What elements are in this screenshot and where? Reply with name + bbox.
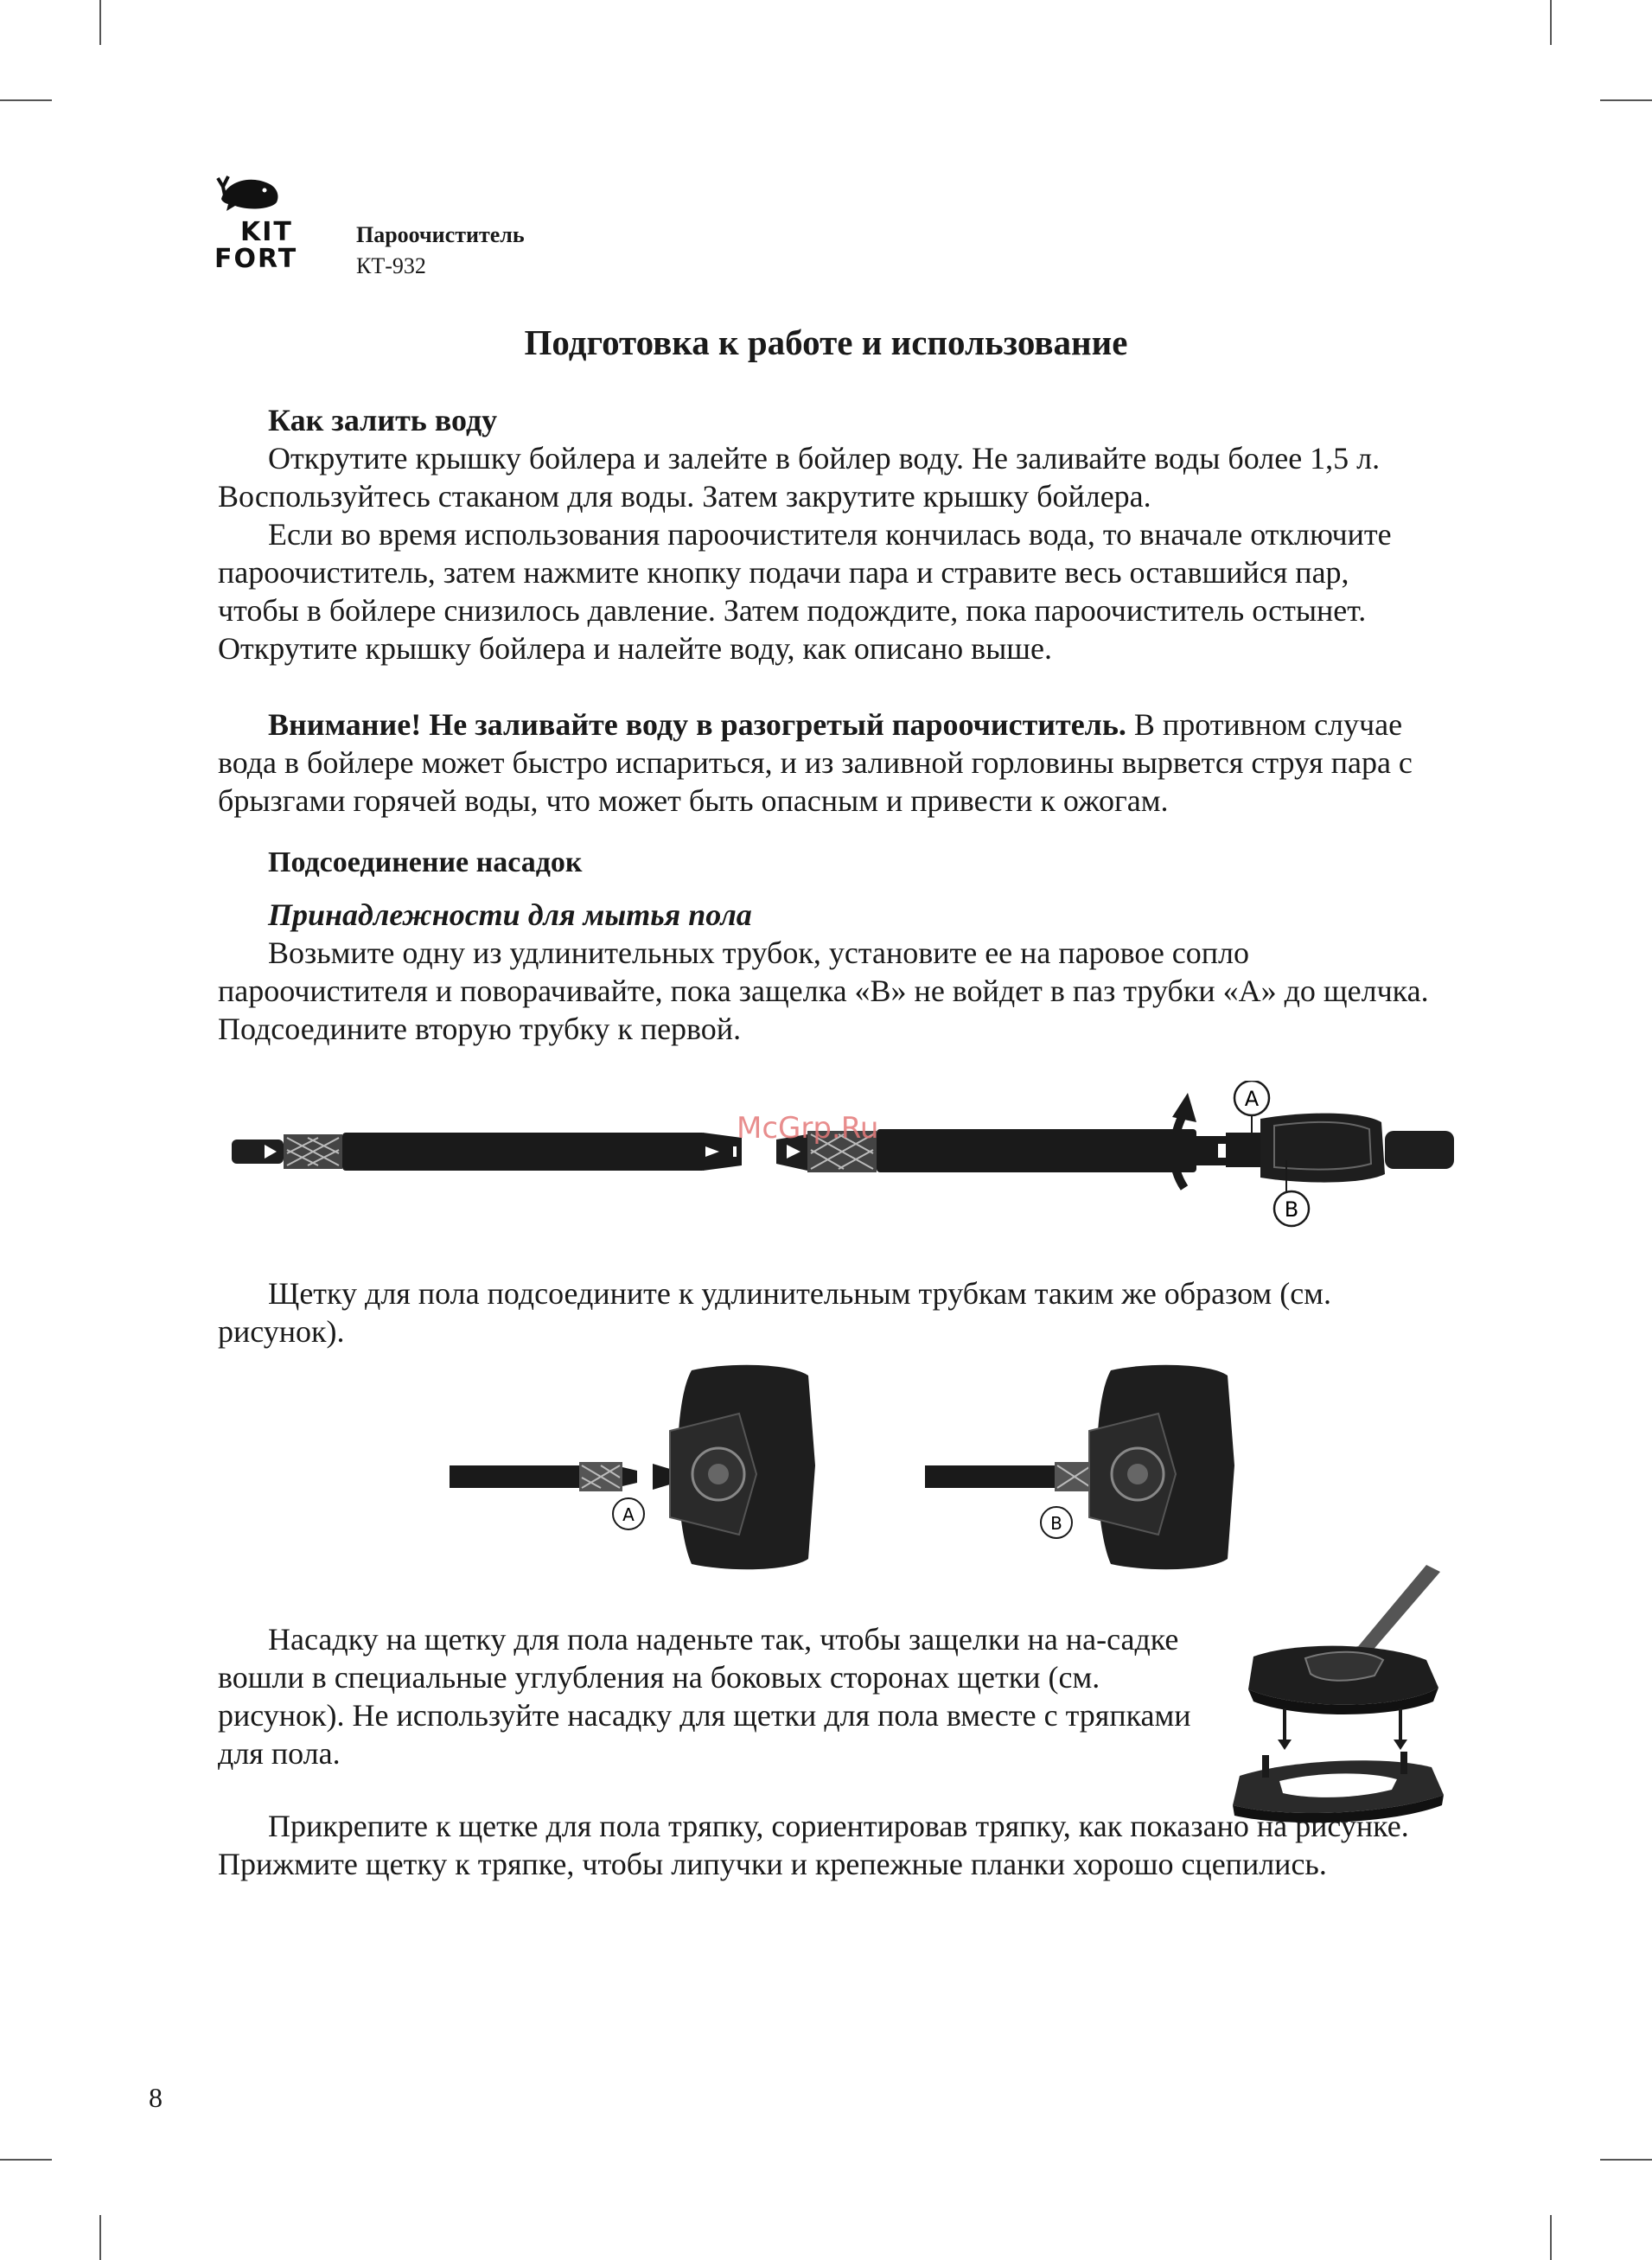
crop-mark: [0, 99, 52, 101]
paragraph: Если во время использования пароочистителя кончилась вода, то вначале отключите пароочиститель, затем нажмите кнопку подачи пара и стравите весь оставшийся пар, чтобы в бойлере снизилось давление. Затем подождите, пока пароочиститель остынет. Открутите крышку бойлера и налейте воду, как описано выше.: [218, 517, 1392, 666]
watermark: McGrp.Ru: [737, 1111, 879, 1146]
model-number: КТ-932: [356, 253, 426, 278]
brand-logo: [214, 169, 327, 272]
crop-mark: [1600, 2159, 1652, 2161]
paragraph: Насадку на щетку для пола наденьте так, чтобы защелки на на-садке вошли в специальные углубления на боковых сторонах щетки (см. рисунок). Не используйте насадку для щетки для пола вместе с тряпками для пола.: [218, 1622, 1191, 1771]
heading-water: Как залить воду: [268, 403, 498, 437]
warning-label: Внимание! Не заливайте воду в разогретый пароочиститель.: [268, 707, 1126, 742]
whale-icon: [214, 169, 284, 214]
warning-text: В противном случае вода в бойлере может быстро испариться, и из заливной горловины вырвется струя пара с брызгами горячей воды, что может быть опасным и привести к ожогам.: [218, 707, 1413, 818]
crop-mark: [0, 2159, 52, 2161]
crop-mark: [1600, 99, 1652, 101]
crop-mark: [1550, 0, 1552, 45]
floor-brush: [1248, 1565, 1440, 1714]
label-a: A: [622, 1504, 635, 1525]
label-a: A: [1244, 1087, 1260, 1111]
brush-pad-figure: [1228, 1563, 1452, 1840]
brush-connection-figure: [445, 1353, 1249, 1586]
page-title: Подготовка к работе и использование: [524, 322, 1128, 362]
logo-line-2: FORT: [214, 244, 298, 274]
paragraph: Открутите крышку бойлера и залейте в бойлер воду. Не заливайте воды более 1,5 л. Воспользуйтесь стаканом для воды. Затем закрутите крышку бойлера.: [218, 441, 1381, 514]
label-b: B: [1284, 1197, 1299, 1222]
brush-connection-a: [450, 1365, 815, 1570]
paragraph: Прикрепите к щетке для пола тряпку, сориентировав тряпку, как показано на рисунке. Прижмите щетку к тряпке, чтобы липучки и крепежные планки хорошо сцепились.: [218, 1809, 1409, 1881]
steam-nozzle-handle: [1226, 1114, 1454, 1183]
paragraph: Возьмите одну из удлинительных трубок, установите ее на паровое сопло пароочистителя и поворачивайте, пока защелка «В» не войдет в паз трубки «А» до щелчка. Подсоедините вторую трубку к первой.: [218, 935, 1429, 1046]
tube-connection-figure: [223, 1081, 1468, 1245]
page-number: 8: [149, 2082, 163, 2113]
crop-mark: [99, 0, 101, 45]
brush-connection-b: [925, 1365, 1234, 1570]
running-header: [356, 220, 525, 282]
logo-line-1: KIT: [240, 217, 293, 247]
product-name: Пароочиститель: [356, 222, 525, 247]
label-b: B: [1050, 1513, 1062, 1534]
warning-paragraph: [218, 705, 1445, 820]
paragraph: Щетку для пола подсоедините к удлинительным трубкам таким же образом (см. рисунок).: [218, 1276, 1331, 1349]
crop-mark: [1550, 2215, 1552, 2260]
crop-mark: [99, 2215, 101, 2260]
subheading-floor: Принадлежности для мытья пола: [268, 897, 752, 932]
heading-attachments: Подсоединение насадок: [268, 846, 583, 878]
extension-tube-1: [232, 1133, 742, 1171]
down-arrow-icon: [1278, 1708, 1407, 1750]
